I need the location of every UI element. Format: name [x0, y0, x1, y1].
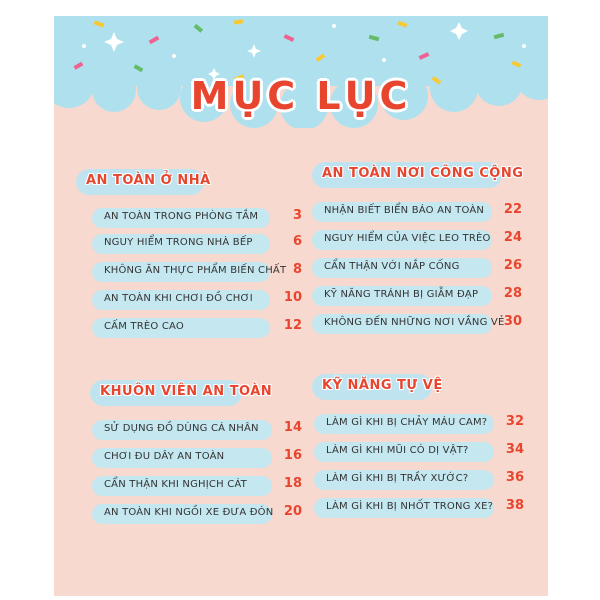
- toc-item-label: AN TOÀN KHI CHƠI ĐỒ CHƠI: [104, 293, 253, 304]
- section-heading-label: AN TOÀN NƠI CÔNG CỘNG: [322, 166, 524, 181]
- toc-item[interactable]: [312, 258, 524, 278]
- toc-item-label: NGUY HIỂM CỦA VIỆC LEO TRÈO: [324, 233, 491, 244]
- toc-item-page: 10: [283, 290, 302, 305]
- toc-item-label: LÀM GÌ KHI BỊ TRẦY XƯỚC?: [326, 473, 469, 484]
- toc-item[interactable]: [312, 202, 524, 222]
- toc-item-page: 6: [292, 234, 302, 249]
- toc-item[interactable]: [314, 498, 526, 518]
- toc-item[interactable]: [314, 442, 526, 462]
- toc-item[interactable]: [92, 476, 304, 496]
- toc-item-page: 12: [283, 318, 302, 333]
- toc-item[interactable]: [92, 208, 302, 228]
- toc-item[interactable]: [312, 286, 524, 306]
- toc-item-page: 14: [283, 420, 302, 435]
- toc-item[interactable]: [92, 420, 304, 440]
- toc-item[interactable]: [312, 314, 524, 334]
- toc-item[interactable]: [92, 234, 302, 254]
- toc-item[interactable]: [92, 290, 302, 310]
- section-heading-self-defense: [312, 374, 443, 400]
- toc-item-label: KHÔNG ĂN THỰC PHẨM BIẾN CHẤT: [104, 265, 287, 276]
- toc-item-page: 28: [503, 286, 522, 301]
- toc-item-label: CẨN THẬN VỚI NẮP CỐNG: [324, 261, 460, 272]
- toc-item-label: CẤM TRÈO CAO: [104, 321, 184, 332]
- toc-item-label: SỬ DỤNG ĐỒ DÙNG CÁ NHÂN: [104, 423, 259, 434]
- toc-item-label: LÀM GÌ KHI BỊ NHỐT TRONG XE?: [326, 501, 494, 512]
- toc-item-label: LÀM GÌ KHI BỊ CHẢY MÁU CAM?: [326, 417, 488, 428]
- section-heading-campus: [90, 380, 273, 406]
- toc-item[interactable]: [314, 470, 526, 490]
- toc-item-page: 20: [283, 504, 302, 519]
- section-heading-label: KỸ NĂNG TỰ VỆ: [322, 378, 443, 393]
- section-heading-home: [76, 169, 211, 195]
- toc-item-label: CẨN THẬN KHI NGHỊCH CÁT: [104, 479, 247, 490]
- toc-item-label: NGUY HIỂM TRONG NHÀ BẾP: [104, 237, 253, 248]
- page-title: MỤC LỤC: [190, 74, 412, 118]
- toc-item-page: 8: [292, 262, 302, 277]
- toc-item-page: 30: [503, 314, 522, 329]
- toc-item[interactable]: [92, 318, 302, 338]
- toc-item-page: 32: [505, 414, 524, 429]
- toc-item-page: 22: [503, 202, 522, 217]
- toc-item[interactable]: [314, 414, 526, 434]
- toc-item-page: 24: [503, 230, 522, 245]
- toc-item-label: AN TOÀN TRONG PHÒNG TẮM: [104, 211, 259, 222]
- toc-item-page: 36: [505, 470, 524, 485]
- toc-item[interactable]: [92, 504, 304, 524]
- toc-item-label: CHƠI ĐU DÂY AN TOÀN: [104, 451, 225, 462]
- toc-item-page: 18: [283, 476, 302, 491]
- toc-item-page: 34: [505, 442, 524, 457]
- toc-item-label: NHẬN BIẾT BIỂN BÁO AN TOÀN: [324, 205, 485, 216]
- toc-item[interactable]: [92, 262, 302, 282]
- toc-item[interactable]: [92, 448, 304, 468]
- toc-item-label: LÀM GÌ KHI MŨI CÓ DỊ VẬT?: [326, 445, 469, 456]
- section-heading-public: [312, 162, 524, 188]
- toc-item[interactable]: [312, 230, 524, 250]
- toc-item-label: KỸ NĂNG TRÁNH BỊ GIẪM ĐẠP: [324, 289, 479, 300]
- section-heading-label: AN TOÀN Ở NHÀ: [86, 173, 211, 188]
- book-page: [54, 16, 548, 596]
- toc-item-page: 16: [283, 448, 302, 463]
- toc-item-page: 38: [505, 498, 524, 513]
- toc-item-label: KHÔNG ĐẾN NHỮNG NƠI VẮNG VẺ: [324, 317, 505, 328]
- toc-item-page: 26: [503, 258, 522, 273]
- section-heading-label: KHUÔN VIÊN AN TOÀN: [100, 384, 273, 399]
- toc-item-label: AN TOÀN KHI NGỒI XE ĐƯA ĐÓN: [104, 507, 274, 518]
- toc-item-page: 3: [292, 208, 302, 223]
